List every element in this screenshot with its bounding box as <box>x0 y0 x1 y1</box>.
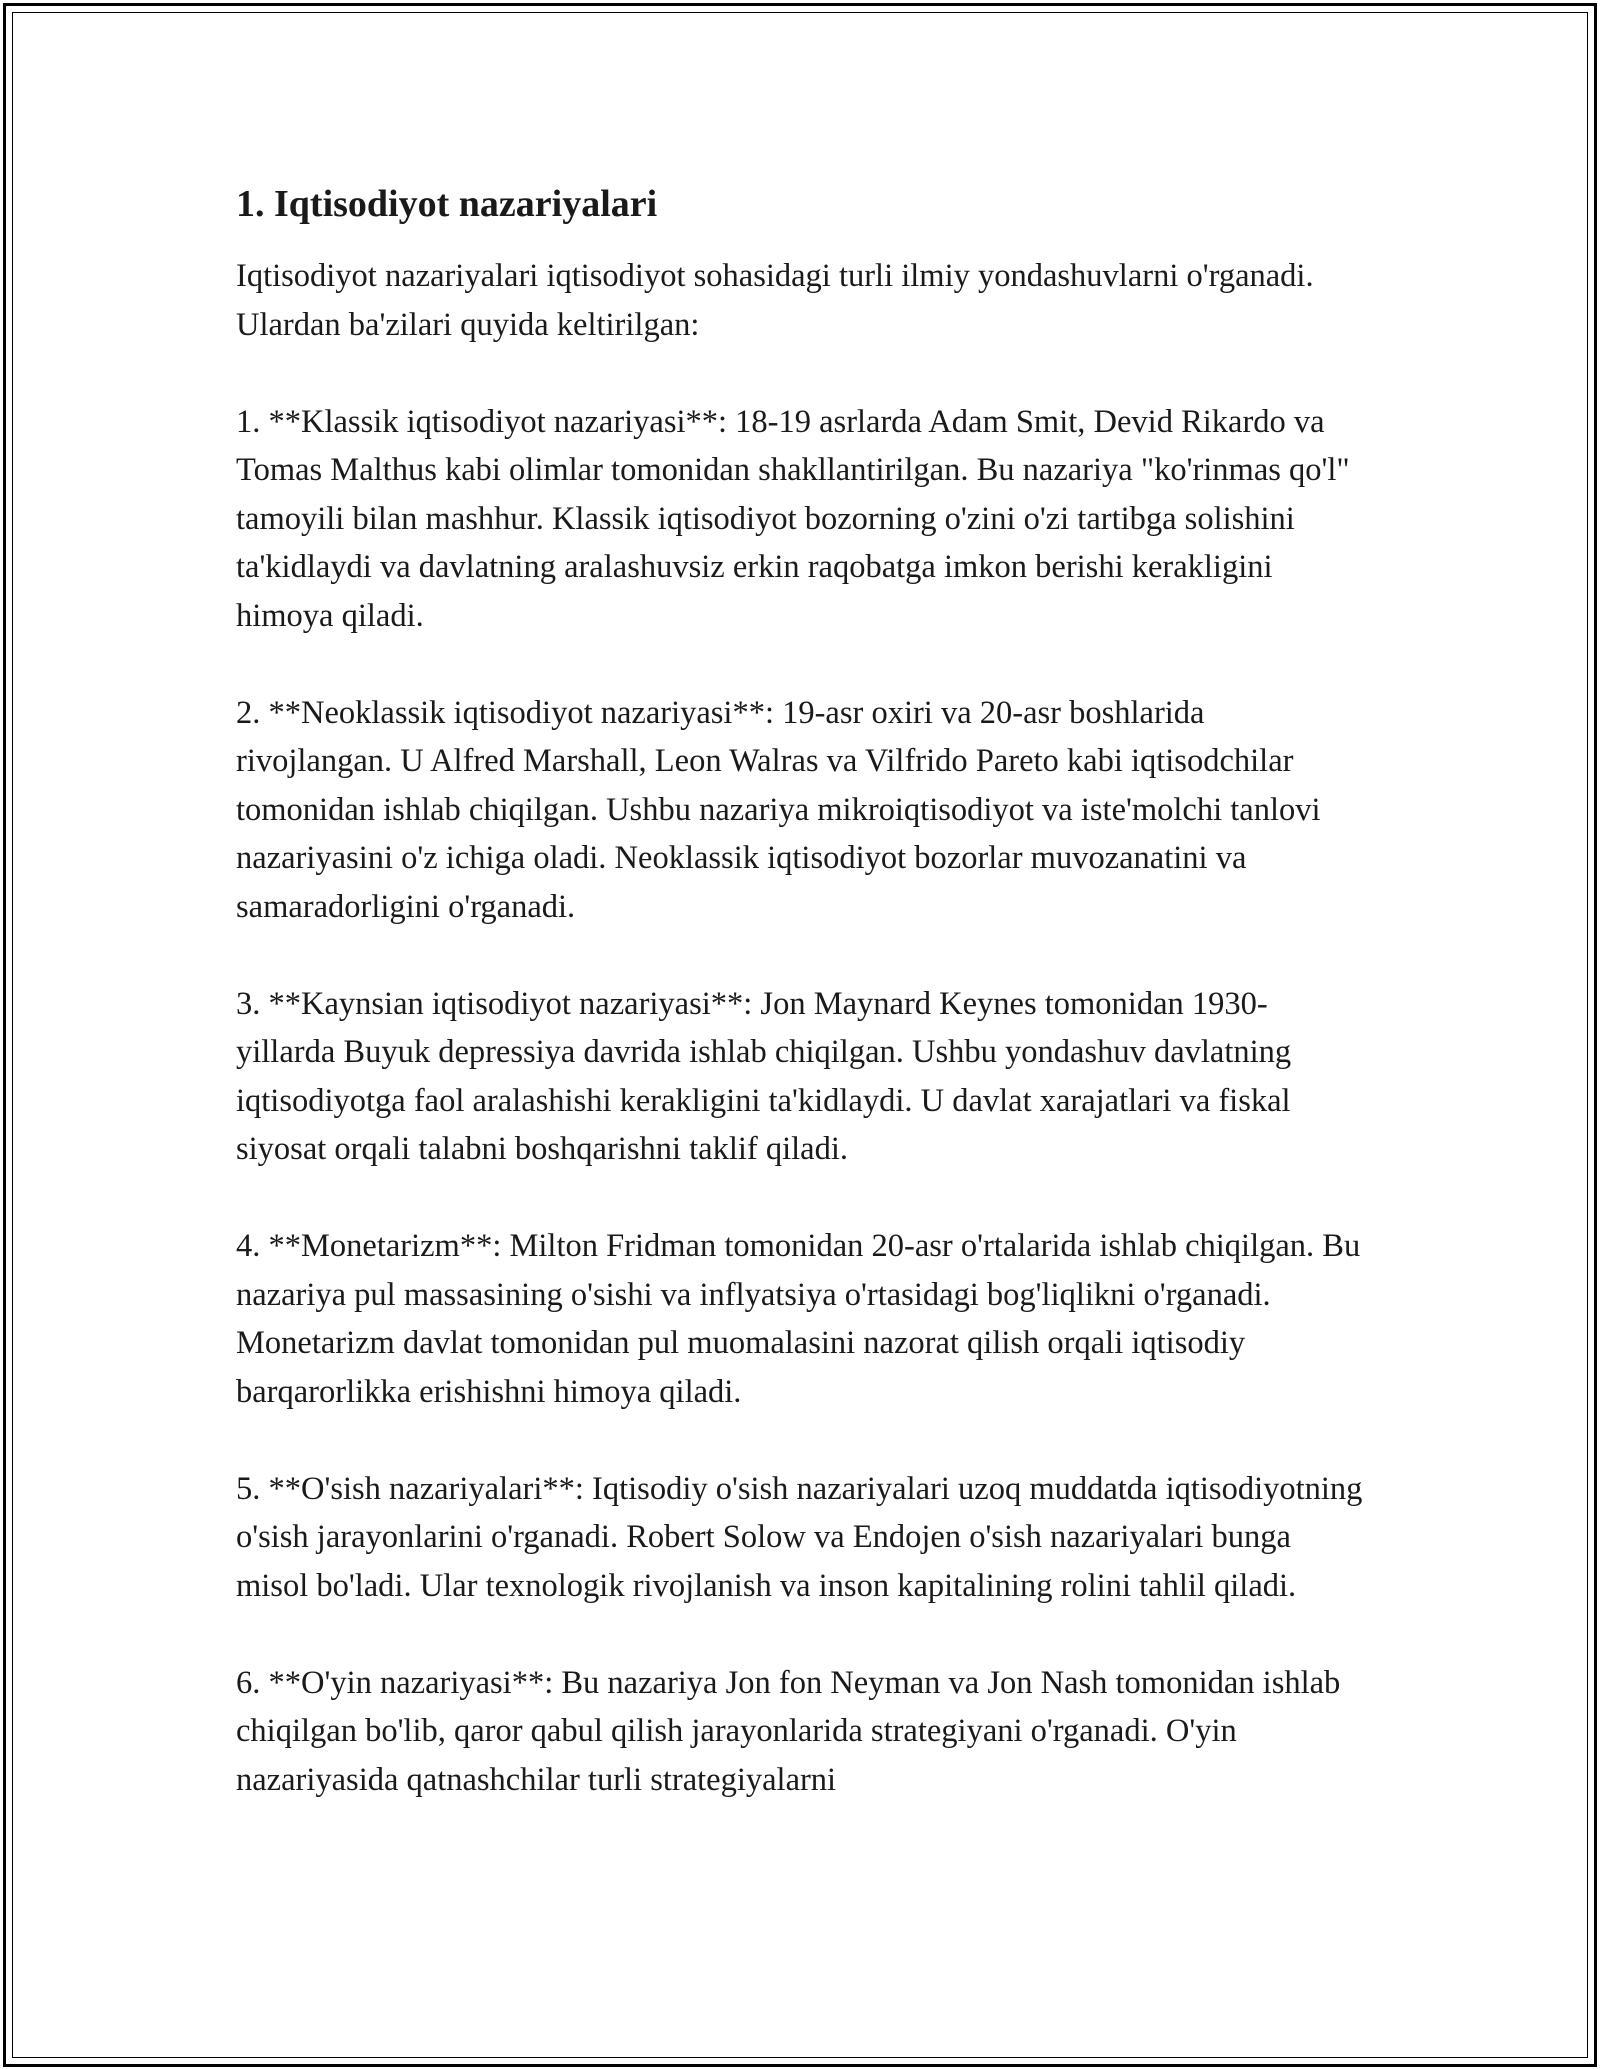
paragraph-classical-theory: 1. **Klassik iqtisodiyot nazariyasi**: 18-19 asrlarda Adam Smit, Devid Rikardo va Tomas Malthus kabi olimlar tomonidan shakllantirilgan. Bu nazariya "ko'rinmas qo'l" tamoyili bilan mashhur. Klassik iqtisodiyot bozorning o'zini o'zi tartibga solishini ta'kidlaydi va davlatning aralashuvsiz erkin raqobatga imkon berishi kerakligini himoya qiladi. <box>236 403 1350 634</box>
paragraph-game-theory: 6. **O'yin nazariyasi**: Bu nazariya Jon fon Neyman va Jon Nash tomonidan ishlab chiqilgan bo'lib, qaror qabul qilish jarayonlarida strategiyani o'rganadi. O'yin nazariyasida qatnashchilar turli strategiyalarni <box>236 1664 1341 1798</box>
paragraph-keynesian-theory: 3. **Kaynsian iqtisodiyot nazariyasi**: Jon Maynard Keynes tomonidan 1930-yillarda Buyuk depressiya davrida ishlab chiqilgan. Ushbu yondashuv davlatning iqtisodiyotga faol aralashishi kerakligini ta'kidlaydi. U davlat xarajatlari va fiskal siyosat orqali talabni boshqarishni taklif qiladi. <box>236 985 1292 1167</box>
section-heading: 1. Iqtisodiyot nazariyalari <box>236 183 658 225</box>
paragraph-monetarism: 4. **Monetarizm**: Milton Fridman tomonidan 20-asr o'rtalarida ishlab chiqilgan. Bu nazariya pul massasining o'sishi va inflyatsiya o'rtasidagi bog'liqlikni o'rganadi. Monetarizm davlat tomonidan pul muomalasini nazorat qilish orqali iqtisodiy barqarorlikka erishishni himoya qiladi. <box>236 1228 1361 1410</box>
paragraph-growth-theories: 5. **O'sish nazariyalari**: Iqtisodiy o'sish nazariyalari uzoq muddatda iqtisodiyotning o'sish jarayonlarini o'rganadi. Robert Solow va Endojen o'sish nazariyalari bunga misol bo'ladi. Ular texnologik rivojlanish va inson kapitalining rolini tahlil qiladi. <box>236 1470 1363 1604</box>
intro-paragraph: Iqtisodiyot nazariyalari iqtisodiyot sohasidagi turli ilmiy yondashuvlarni o'rganadi. Ulardan ba'zilari quyida keltirilgan: <box>236 258 1314 343</box>
paragraph-neoclassical-theory: 2. **Neoklassik iqtisodiyot nazariyasi**: 19-asr oxiri va 20-asr boshlarida rivojlangan. U Alfred Marshall, Leon Walras va Vilfrido Pareto kabi iqtisodchilar tomonidan ishlab chiqilgan. Ushbu nazariya mikroiqtisodiyot va iste'molchi tanlovi nazariyasini o'z ichiga oladi. Neoklassik iqtisodiyot bozorlar muvozanatini va samaradorligini o'rganadi. <box>236 694 1321 925</box>
document-body <box>236 180 1366 1853</box>
